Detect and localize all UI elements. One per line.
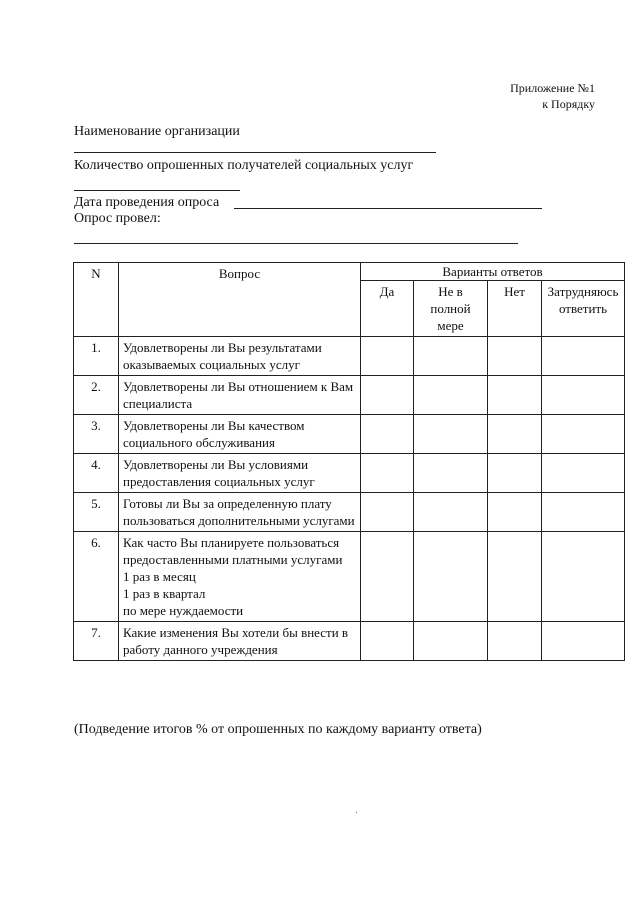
- answer-yes-cell[interactable]: [361, 532, 414, 622]
- appendix-block: [510, 80, 595, 112]
- answer-partly-cell[interactable]: [414, 337, 488, 376]
- answer-partly-cell[interactable]: [414, 454, 488, 493]
- answer-hard-cell[interactable]: [542, 376, 625, 415]
- footer-note: (Подведение итогов % от опрошенных по каждому варианту ответа): [74, 722, 482, 737]
- question-text: Удовлетворены ли Вы результатами оказываемых социальных услуг: [123, 340, 322, 372]
- header-no: Нет: [488, 281, 542, 337]
- appendix-subtitle: к Порядку: [542, 97, 595, 111]
- table-row: [74, 622, 625, 661]
- answer-hard-cell[interactable]: [542, 532, 625, 622]
- question-cell: [119, 337, 361, 376]
- answer-yes-cell[interactable]: [361, 493, 414, 532]
- answer-partly-cell[interactable]: [414, 415, 488, 454]
- respondents-count-line: [74, 190, 240, 191]
- question-text: Как часто Вы планируете пользоваться предоставленными платными услугами: [123, 535, 343, 567]
- survey-table-body: [74, 337, 625, 661]
- question-option: 1 раз в месяц: [123, 569, 196, 584]
- question-cell: [119, 493, 361, 532]
- row-number: 4.: [74, 454, 119, 493]
- answer-no-cell[interactable]: [488, 337, 542, 376]
- respondents-count-label: Количество опрошенных получателей социальных услуг: [74, 158, 414, 173]
- question-cell: [119, 454, 361, 493]
- answer-hard-cell[interactable]: [542, 493, 625, 532]
- question-cell: [119, 532, 361, 622]
- table-row: [74, 415, 625, 454]
- answer-partly-cell[interactable]: [414, 622, 488, 661]
- appendix-title: Приложение №1: [510, 81, 595, 95]
- organization-line: [74, 152, 436, 153]
- answer-hard-cell[interactable]: [542, 337, 625, 376]
- answer-yes-cell[interactable]: [361, 415, 414, 454]
- table-row: [74, 532, 625, 622]
- answer-hard-cell[interactable]: [542, 454, 625, 493]
- answer-no-cell[interactable]: [488, 454, 542, 493]
- row-number: 2.: [74, 376, 119, 415]
- answer-yes-cell[interactable]: [361, 376, 414, 415]
- answer-no-cell[interactable]: [488, 493, 542, 532]
- question-text: Удовлетворены ли Вы условиями предоставления социальных услуг: [123, 457, 315, 489]
- organization-label: Наименование организации: [74, 124, 240, 139]
- answer-yes-cell[interactable]: [361, 337, 414, 376]
- row-number: 3.: [74, 415, 119, 454]
- question-text: Удовлетворены ли Вы отношением к Вам специалиста: [123, 379, 354, 411]
- question-cell: [119, 376, 361, 415]
- conducted-by-line: [74, 243, 518, 244]
- table-row: [74, 376, 625, 415]
- answer-no-cell[interactable]: [488, 376, 542, 415]
- header-yes: Да: [361, 281, 414, 337]
- answer-hard-cell[interactable]: [542, 415, 625, 454]
- answer-partly-cell[interactable]: [414, 493, 488, 532]
- question-cell: [119, 415, 361, 454]
- question-option: по мере нуждаемости: [123, 603, 244, 618]
- answer-no-cell[interactable]: [488, 415, 542, 454]
- answer-partly-cell[interactable]: [414, 376, 488, 415]
- table-row: [74, 493, 625, 532]
- question-text: Какие изменения Вы хотели бы внести в работу данного учреждения: [123, 625, 349, 657]
- answer-no-cell[interactable]: [488, 622, 542, 661]
- header-hard-to-answer: Затрудняюсь ответить: [542, 281, 625, 337]
- survey-date-line: [234, 208, 542, 209]
- scan-dot: [356, 812, 357, 813]
- answer-partly-cell[interactable]: [414, 532, 488, 622]
- table-row: [74, 337, 625, 376]
- row-number: 6.: [74, 532, 119, 622]
- header-partly: Не в полной мере: [414, 281, 488, 337]
- conducted-by-label: Опрос провел:: [74, 211, 161, 226]
- question-text: Готовы ли Вы за определенную плату пользоваться дополнительными услугами: [123, 496, 355, 528]
- survey-table: [73, 262, 625, 661]
- header-question: Вопрос: [119, 263, 361, 337]
- question-text: Удовлетворены ли Вы качеством социального обслуживания: [123, 418, 305, 450]
- table-row: [74, 454, 625, 493]
- answer-yes-cell[interactable]: [361, 622, 414, 661]
- header-answer-variants: Варианты ответов: [361, 263, 625, 281]
- row-number: 1.: [74, 337, 119, 376]
- header-number: N: [74, 263, 119, 337]
- answer-no-cell[interactable]: [488, 532, 542, 622]
- answer-yes-cell[interactable]: [361, 454, 414, 493]
- question-option: 1 раз в квартал: [123, 586, 206, 601]
- row-number: 5.: [74, 493, 119, 532]
- row-number: 7.: [74, 622, 119, 661]
- survey-date-label: Дата проведения опроса: [74, 195, 220, 210]
- question-cell: [119, 622, 361, 661]
- answer-hard-cell[interactable]: [542, 622, 625, 661]
